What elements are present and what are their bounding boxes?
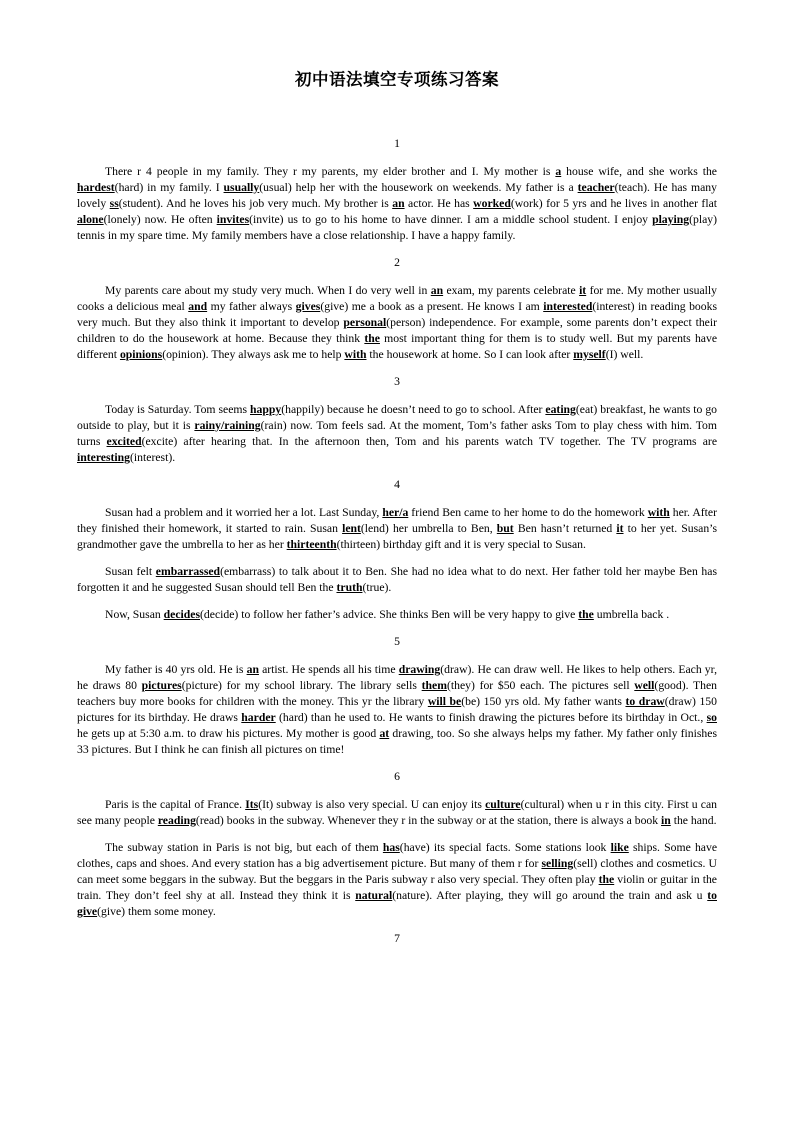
answer-word: rainy/raining: [194, 419, 261, 432]
passage-paragraph: [77, 164, 717, 244]
answer-word: and: [188, 300, 208, 313]
passage-text: artist. He spends all his time: [258, 663, 399, 676]
passage-text: (picture) for my school library. The library sells: [181, 679, 422, 692]
passage-text: my father always: [207, 300, 296, 313]
passage-text: (interest) in reading books very much. But they also think it important to develop: [77, 300, 717, 329]
passage-text: (happily) because he doesn’t need to go to school. After: [281, 403, 546, 416]
passage-text: (hard) in my family. I: [114, 181, 224, 194]
answer-word: pictures: [141, 679, 182, 692]
passage-text: umbrella back .: [593, 608, 670, 621]
passage-text: (interest).: [130, 451, 176, 464]
exercise-section: [77, 477, 717, 623]
passage-text: My father is 40 yrs old. He is: [105, 663, 247, 676]
passage-text: actor. He has: [404, 197, 474, 210]
passage-paragraph: [77, 662, 717, 758]
answer-word: ss: [109, 197, 119, 210]
answer-word: with: [647, 506, 670, 519]
passage-text: her. After they finished their homework, it started to rain. Susan: [77, 506, 717, 535]
answer-word: like: [610, 841, 629, 854]
answer-word: will be: [427, 695, 462, 708]
passage-text: (invite) us to go to his home to have dinner. I am a middle school student. I enjoy: [249, 213, 653, 226]
answer-word: lent: [342, 522, 361, 535]
passage-text: (draw) 150 pictures for its birthday. He draws: [77, 695, 717, 724]
exercise-section: [77, 374, 717, 466]
passage-text: Now, Susan: [105, 608, 164, 621]
answer-word: but: [496, 522, 514, 535]
answer-word: embarrassed: [155, 565, 221, 578]
answer-word: eating: [545, 403, 576, 416]
passage-text: (decide) to follow her father’s advice. She thinks Ben will be very happy to give: [200, 608, 579, 621]
passage-text: (usual) help her with the housework on weekends. My father is a: [259, 181, 578, 194]
answer-word: her/a: [382, 506, 409, 519]
answer-word: with: [344, 348, 367, 361]
section-number: 3: [394, 375, 400, 388]
passage-paragraph: [77, 564, 717, 596]
passage-text: There r 4 people in my family. They r my parents, my elder brother and I. My mother is: [105, 165, 556, 178]
answer-word: so: [706, 711, 717, 724]
passage-text: (true).: [362, 581, 392, 594]
passage-text: ships. Some have clothes, caps and shoes. And every station has a big advertisement picture. But many of them r for: [77, 841, 718, 870]
section-number: 2: [394, 256, 400, 269]
passage-paragraph: [77, 283, 717, 363]
passage-text: (lonely) now. He often: [103, 213, 217, 226]
answer-word: alone: [77, 213, 104, 226]
passage-text: Paris is the capital of France.: [105, 798, 246, 811]
passage-text: most important thing for them is to study well. But my parents have different: [77, 332, 718, 361]
answer-word: interesting: [77, 451, 131, 464]
answer-word: hardest: [77, 181, 115, 194]
passage-text: exam, my parents celebrate: [443, 284, 580, 297]
passage-paragraph: [77, 607, 717, 623]
answer-word: interested: [543, 300, 593, 313]
exercise-section: [77, 634, 717, 758]
answer-word: to give: [77, 889, 717, 918]
passage-text: friend Ben came to her home to do the homework: [408, 506, 648, 519]
answer-word: playing: [652, 213, 690, 226]
passage-text: the hand.: [670, 814, 717, 827]
passage-text: (cultural) when u r in this city. First u can see many people: [77, 798, 718, 827]
section-number: 4: [394, 478, 400, 491]
passage-text: (draw). He can draw well. He likes to help others. Each yr, he draws 80: [77, 663, 717, 692]
passage-text: (good). Then teachers buy more books for children with the money. This yr the library: [77, 679, 717, 708]
answer-word: the: [364, 332, 380, 345]
answer-word: the: [598, 873, 615, 886]
passage-text: (opinion). They always ask me to help: [162, 348, 345, 361]
passage-text: (give) them some money.: [97, 905, 216, 918]
passage-text: (lend) her umbrella to Ben,: [360, 522, 497, 535]
answer-word: usually: [223, 181, 260, 194]
section-number: 1: [394, 137, 400, 150]
exercise-section: [77, 931, 717, 947]
passage-text: (work) for 5 yrs and he lives in another flat: [510, 197, 718, 210]
answer-word: a: [555, 165, 562, 178]
answer-word: an: [430, 284, 444, 297]
answer-word: truth: [336, 581, 363, 594]
answer-word: at: [379, 727, 390, 740]
answer-word: decides: [163, 608, 201, 621]
answer-word: personal: [343, 316, 387, 329]
passage-paragraph: [77, 505, 717, 553]
answer-word: reading: [157, 814, 196, 827]
exercise-sections: [77, 136, 717, 947]
answer-word: excited: [106, 435, 142, 448]
passage-text: The subway station in Paris is not big, but each of them: [105, 841, 383, 854]
page-title: 初中语法填空专项练习答案: [295, 70, 499, 89]
answer-word: them: [421, 679, 447, 692]
passage-text: Susan had a problem and it worried her a lot. Last Sunday,: [105, 506, 383, 519]
section-number: 6: [394, 770, 400, 783]
passage-text: drawing, too. So she always helps my father. My father only finishes 33 pictures. But I think he can finish all pictures on time!: [77, 727, 717, 756]
exercise-section: [77, 769, 717, 920]
passage-text: (have) its special facts. Some stations look: [399, 841, 611, 854]
answer-word: it: [616, 522, 624, 535]
answer-word: has: [382, 841, 400, 854]
passage-paragraph: [77, 402, 717, 466]
passage-text: the housework at home. So I can look after: [366, 348, 574, 361]
answer-word: thirteenth: [286, 538, 337, 551]
passage-text: (I) well.: [605, 348, 644, 361]
answer-word: happy: [250, 403, 282, 416]
passage-text: (It) subway is also very special. U can enjoy its: [258, 798, 486, 811]
answer-word: Its: [245, 798, 259, 811]
exercise-section: [77, 136, 717, 244]
passage-text: (play) tennis in my spare time. My family members have a close relationship. I have a happy family.: [77, 213, 717, 242]
passage-text: Ben hasn’t returned: [513, 522, 617, 535]
passage-text: (read) books in the subway. Whenever they r in the subway or at the station, there is always a book: [195, 814, 662, 827]
passage-text: (person) independence. For example, some parents don’t expect their children to do the housework at home. Because they think: [77, 316, 718, 345]
answer-word: an: [392, 197, 405, 210]
passage-text: (nature). After playing, they will go around the train and ask u: [392, 889, 708, 902]
passage-text: (teach). He has many lovely: [77, 181, 717, 210]
passage-text: (they) for $50 each. The pictures sell: [446, 679, 635, 692]
answer-word: teacher: [577, 181, 615, 194]
section-number: 7: [394, 932, 400, 945]
answer-word: to draw: [625, 695, 665, 708]
answer-word: drawing: [398, 663, 441, 676]
passage-text: (embarrass) to talk about it to Ben. She had no idea what to do next. Her father told her maybe Ben has forgotten it and he suggested Susan should tell Ben the: [77, 565, 718, 594]
passage-text: (give) me a book as a present. He knows I am: [320, 300, 544, 313]
passage-text: My parents care about my study very much. When I do very well in: [105, 284, 431, 297]
answer-word: opinions: [119, 348, 163, 361]
passage-paragraph: [77, 797, 717, 829]
passage-text: (excite) after hearing that. In the afternoon then, Tom and his parents watch TV together. The TV programs are: [141, 435, 718, 448]
answer-word: the: [578, 608, 594, 621]
passage-text: (be) 150 yrs old. My father wants: [461, 695, 626, 708]
passage-text: for me. My mother usually cooks a delicious meal: [77, 284, 717, 313]
passage-text: (rain) now. Tom feels sad. At the moment, Tom’s father asks Tom to play chess with him. Tom turns: [77, 419, 717, 448]
passage-text: house wife, and she works the: [561, 165, 717, 178]
answer-word: well: [634, 679, 655, 692]
answer-word: culture: [485, 798, 521, 811]
passage-text: Today is Saturday. Tom seems: [105, 403, 251, 416]
answer-word: it: [579, 284, 587, 297]
passage-text: (student). And he loves his job very much. My brother is: [118, 197, 393, 210]
passage-text: (hard) than he used to. He wants to finish drawing the pictures before its birthday in Oct.,: [275, 711, 707, 724]
passage-paragraph: [77, 840, 717, 920]
answer-word: in: [661, 814, 671, 827]
passage-text: to her yet. Susan’s grandmother gave the umbrella to her as her: [77, 522, 717, 551]
exercise-section: [77, 255, 717, 363]
passage-text: (thirteen) birthday gift and it is very special to Susan.: [336, 538, 586, 551]
passage-text: violin or guitar in the train. They don’t feel shy at all. Instead they think it is: [77, 873, 717, 902]
answer-word: myself: [573, 348, 606, 361]
passage-text: (sell) clothes and cosmetics. U can meet some beggars in the subway. But the beggars in the Paris subway r also very special. They often play: [77, 857, 717, 886]
answer-word: an: [246, 663, 259, 676]
answer-word: selling: [541, 857, 574, 870]
answer-word: harder: [241, 711, 276, 724]
document-page: [77, 72, 717, 959]
answer-word: worked: [473, 197, 511, 210]
section-number: 5: [394, 635, 400, 648]
answer-word: invites: [216, 213, 250, 226]
passage-text: he gets up at 5:30 a.m. to draw his pictures. My mother is good: [77, 727, 380, 740]
answer-word: natural: [355, 889, 393, 902]
answer-word: gives: [295, 300, 321, 313]
passage-text: Susan felt: [105, 565, 156, 578]
passage-text: (eat) breakfast, he wants to go outside to play, but it is: [77, 403, 718, 432]
